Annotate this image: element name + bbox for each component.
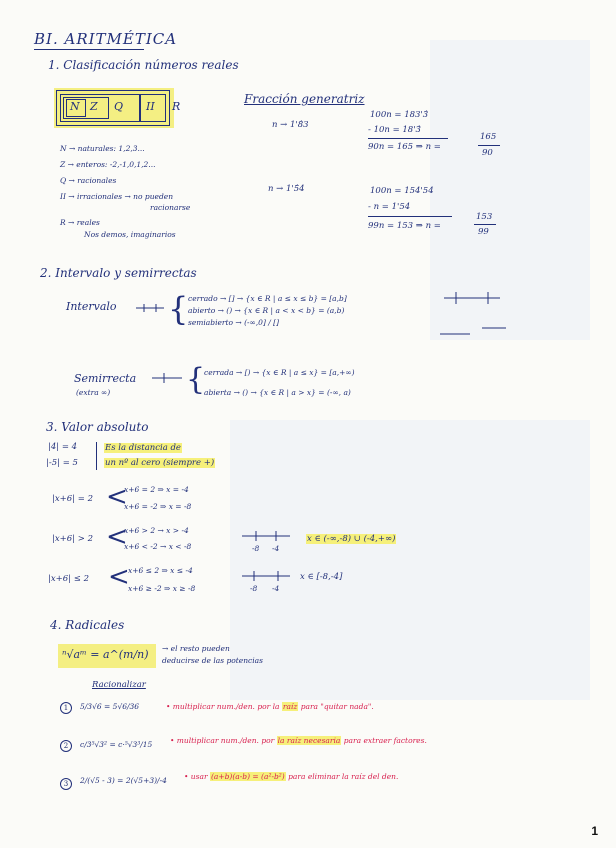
intervalo-cerrado: cerrado → [] → {x ∈ R | a ≤ x ≤ b} = [a,b] [188,294,347,303]
def-reales-2: Nos demos, imaginarios [84,230,176,239]
intervalo-line-icon [134,298,168,322]
interval-sketch-icon [440,278,510,348]
abs-eq2-solution: x ∈ (-∞,-8) ∪ (-4,+∞) [307,534,396,544]
fraction-ex1-num: 165 [480,132,497,142]
fraction-ex2-l1: 100n = 154'54 [370,186,434,196]
set-N-label: N [70,100,80,113]
abs-eq1: |x+6| = 2 [52,494,93,504]
def-reales: R → reales [60,218,100,227]
abs-eq3-a: x+6 ≤ 2 ⇒ x ≤ -4 [128,566,193,575]
fraction-ex1-l2: - 10n = 18'3̂ [368,125,421,135]
abs-example-1: |4| = 4 [48,442,78,452]
fraction-ex1-l1: 100n = 183'3̂ [370,110,429,120]
fraction-ex2-l3: 99n = 153 ⇒ n = [368,221,441,231]
item-2-expr: c/3⁵√3² = c·⁵√3³/15 [80,740,153,749]
abs-eq2-tick-m8: -8 [252,544,260,553]
abs-divider [96,442,97,470]
item-3-text: • usar (a+b)(a-b) = (a²-b²) para eliminar la raíz del den. [184,772,399,781]
abs-eq2: |x+6| > 2 [52,534,93,544]
def-racionales: Q → racionales [60,176,117,185]
set-I-label: II [146,100,155,113]
def-irracionales: II → irracionales → no pueden [60,192,174,201]
section-3-title: 3. Valor absoluto [46,420,149,434]
item-2-number: 2 [60,740,72,752]
intervalo-label: Intervalo [66,300,117,313]
fraction-ex2-num: 153 [476,212,493,222]
abs-eq2-bracket: < [106,522,128,552]
section-1-title: 1. Clasificación números reales [48,58,239,72]
abs-def-2: un nº al cero (siempre +) [105,458,215,468]
title-underline [34,49,144,50]
abs-eq1-a: x+6 = 2 ⇒ x = -4 [124,485,189,494]
def-naturales: N → naturales: 1,2,3... [60,144,145,153]
fraction-ex2-n: n → 1'5̂4 [268,184,305,194]
intervalo-brace: { [168,290,189,328]
semi-sub: (extra ∞) [76,388,111,397]
abs-eq3-tick-m8: -8 [250,584,258,593]
abs-def-1: Es la distancia de [105,443,181,453]
def-irracionales-2: racionarse [150,203,191,212]
fraction-ex1-rule [368,138,448,139]
abs-example-2: |-5| = 5 [46,458,78,468]
intervalo-abierto: abierto → () → {x ∈ R | a < x < b} = (a,b) [188,306,345,315]
semi-brace: { [186,362,206,397]
abs-eq1-b: x+6 = -2 ⇒ x = -8 [124,502,192,511]
abs-eq2-tick-m4: -4 [272,544,280,553]
semi-abierta: abierta → () → {x ∈ R | a > x} = (-∞, a) [204,388,351,397]
radical-note-2: deducirse de las potencias [162,656,263,665]
abs-eq3-line-icon [240,564,294,590]
item-2-text: • multiplicar num./den. por la raíz necesaria para extraer factores. [170,736,427,745]
abs-eq1-bracket: < [106,482,128,512]
abs-eq2-a: x+6 > 2 → x > -4 [124,526,189,535]
radical-note-1: → el resto pueden [162,644,230,653]
abs-eq2-line-icon [240,524,294,550]
abs-eq3-b: x+6 ≥ -2 ⇒ x ≥ -8 [128,584,196,593]
abs-eq3-tick-m4: -4 [272,584,280,593]
item-1-expr: 5/3√6 = 5√6/36 [80,702,140,711]
page-number: 1 [591,824,598,838]
fraction-ex2-l2: - n = 1'54 [368,202,411,212]
fraction-ex1-n: n → 1'8̂3 [272,120,309,130]
fraction-ex2-bar [474,224,496,225]
fraction-ex1-den: 90 [482,148,493,158]
page-title: BI. ARITMÉTICA [34,30,178,48]
semi-line-icon [150,368,186,392]
semi-label: Semirrecta [74,372,137,385]
set-Z-label: Z [90,100,98,113]
fraction-ex2-rule [368,216,452,217]
section-4-title: 4. Radicales [50,618,125,632]
intervalo-semiabierto: semiabierto → (-∞,0] / [] [188,318,280,327]
abs-eq2-b: x+6 < -2 → x < -8 [124,542,192,551]
fraction-ex1-bar [478,145,500,146]
item-1-number: 1 [60,702,72,714]
abs-eq3-solution: x ∈ [-8,-4] [300,572,343,582]
radical-formula: ⁿ√aᵐ = a^(m/n) [62,648,149,661]
semi-cerrada: cerrada → [) → {x ∈ R | a ≤ x} = [a,+∞) [204,368,355,377]
set-R-label: R [172,100,181,113]
racionalizar-title: Racionalizar [92,680,146,690]
item-3-number: 3 [60,778,72,790]
ghost-bleed-2 [230,420,590,700]
fraction-title: Fracción generatriz [244,92,365,106]
abs-eq3: |x+6| ≤ 2 [48,574,89,584]
section-2-title: 2. Intervalo y semirrectas [40,266,197,280]
item-3-expr: 2/(√5 - 3) = 2(√5+3)/-4 [80,776,167,785]
set-Q-label: Q [114,100,124,113]
abs-eq3-bracket: < [108,562,130,592]
item-1-text: • multiplicar num./den. por la raíz para "quitar nada". [166,702,374,711]
fraction-ex2-den: 99 [478,227,489,237]
fraction-ex1-l3: 90n = 165 ⇒ n = [368,142,441,152]
def-enteros: Z → enteros: -2,-1,0,1,2... [60,160,156,169]
